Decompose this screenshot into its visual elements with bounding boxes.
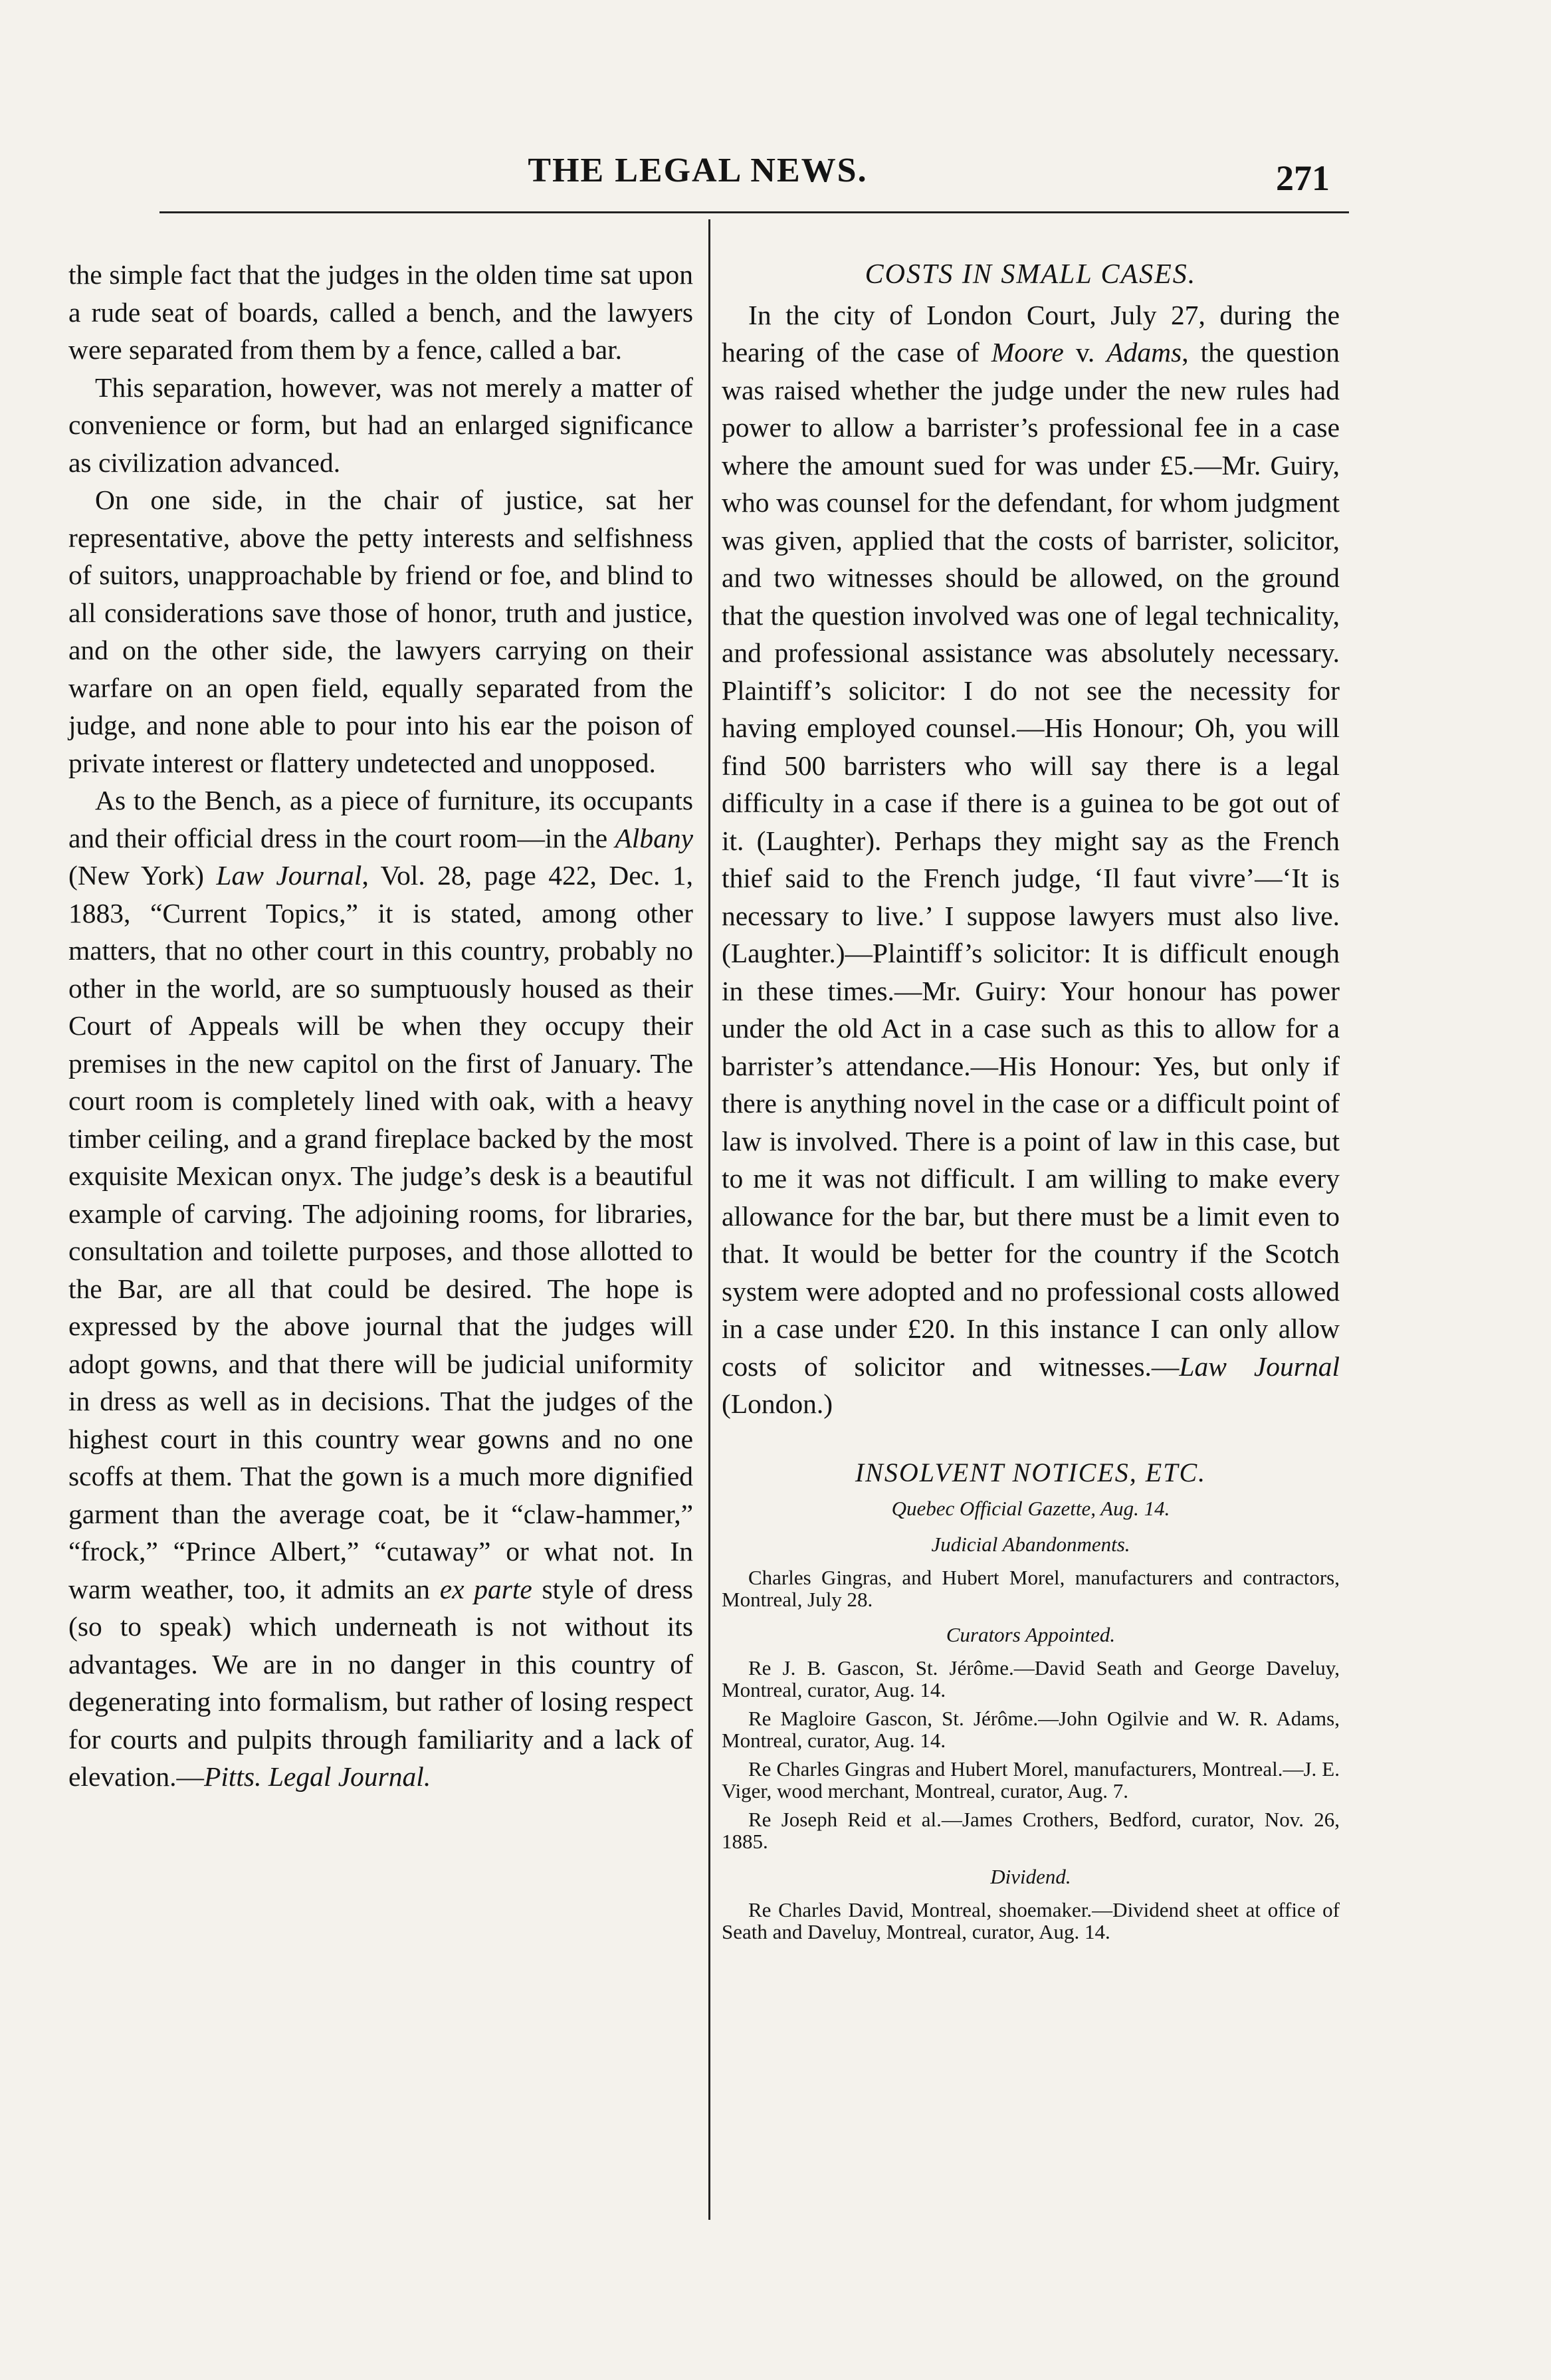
dividend-heading: Dividend.	[990, 1864, 1071, 1888]
italic-albany: Albany	[615, 822, 693, 853]
section-title: COSTS IN SMALL CASES.	[865, 259, 1197, 290]
page-number: 271	[1276, 158, 1330, 198]
paragraph-bench	[68, 782, 693, 1796]
notice-entry: Charles Gingras, and Hubert Morel, manufacturers and contractors, Montreal, July 28.	[722, 1565, 1340, 1611]
source-citation: Law Journal	[1179, 1351, 1340, 1382]
notice-entry: Re Magloire Gascon, St. Jérôme.—John Ogilvie and W. R. Adams, Montreal, curator, Aug. 14.	[722, 1706, 1340, 1752]
curators-heading: Curators Appointed.	[946, 1622, 1116, 1646]
notice-entry: Re Charles Gingras and Hubert Morel, manufacturers, Montreal.—J. E. Viger, wood merchant, Montreal, curator, Aug. 7.	[722, 1757, 1340, 1802]
notices-title: INSOLVENT NOTICES, ETC.	[855, 1457, 1207, 1487]
publication-title: THE LEGAL NEWS.	[528, 152, 868, 189]
gazette-line: Quebec Official Gazette, Aug. 14.	[891, 1496, 1170, 1520]
case-party-1: Moore	[991, 337, 1064, 368]
article-body	[722, 296, 1340, 1423]
text-run: v.	[1063, 337, 1107, 368]
abandonments-heading: Judicial Abandonments.	[931, 1532, 1130, 1556]
insolvent-notices	[722, 1455, 1340, 1943]
text-run: In the city of London Court, July 27, during the hearing of the case of	[722, 299, 1340, 368]
text-run: , Vol. 28, page 422, Dec. 1, 1883, “Current Topics,” it is stated, among other matters, that no other court in this country, probably no other in the world, are so sumptuously housed as their Court of Appeals will be when they occupy their premises in the new capitol on the first of January. The court room is completely lined with oak, with a heavy timber ceiling, and a grand fireplace backed by the most exquisite Mexican onyx. The judge’s desk is a beautiful example of carving. The adjoining rooms, for libraries, consultation and toilette purposes, and those allotted to the Bar, are all that could be desired. The hope is expressed by the above journal that the judges will adopt gowns, and that there will be judicial uniformity in dress as well as in decisions. That the judges of the highest court in this country wear gowns and no one scoffs at them. That the gown is a much more dignified garment than the average coat, be it “claw-hammer,” “frock,” “Prince Albert,” “cutaway” or what not. In warm weather, too, it admits an	[68, 860, 693, 1604]
source-citation: Pitts. Legal Journal.	[203, 1761, 431, 1792]
notice-entry: Re Joseph Reid et al.—James Crothers, Bedford, curator, Nov. 26, 1885.	[722, 1807, 1340, 1853]
text-run: As to the Bench, as a piece of furniture, its occupants and their official dress in the court room—in the	[68, 785, 693, 853]
paragraph-justice: On one side, in the chair of justice, sat her representative, above the petty interests and selfishness of suitors, unapproachable by friend or foe, and blind to all considerations save those of honor, truth and justice, and on the other side, the lawyers carrying on their warfare on an open field, equally separated from the judge, and none able to pour into his ear the poison of private interest or flattery undetected and unopposed.	[68, 485, 693, 778]
notice-entry: Re J. B. Gascon, St. Jérôme.—David Seath and George Daveluy, Montreal, curator, Aug. 14.	[722, 1656, 1340, 1701]
text-run: (London.)	[722, 1388, 833, 1419]
right-column	[722, 256, 1340, 1949]
text-run: , the question was raised whether the judge under the new rules had power to allow a barrister’s professional fee in a case where the amount sued for was under £5.—Mr. Guiry, who was counsel for the defendant, for whom judgment was given, applied that the costs of barrister, solicitor, and two witnesses should be allowed, on the ground that the question involved was one of legal technicality, and professional assistance was absolutely necessary. Plaintiff’s solicitor: I do not see the necessity for having employed counsel.—His Honour; Oh, you will find 500 barristers who will say there is a legal difficulty in a case if there is a guinea to be got out of it. (Laughter). Perhaps they might say as the French thief said to the French judge, ‘Il faut vivre’—‘It is necessary to live.’ I suppose lawyers must also live. (Laughter.)—Plaintiff’s solicitor: It is difficult enough in these times.—Mr. Guiry: Your honour has power under the old Act in a case such as this to allow for a barrister’s attendance.—His Honour: Yes, but only if there is anything novel in the case or a difficult point of law is involved. There is a point of law in this case, but to me it was not difficult. I am willing to make every allowance for the bar, but there must be a limit even to that. It would be better for the country if the Scotch system were adopted and no professional costs allowed in a case under £20. In this instance I can only allow costs of solicitor and witnesses.—	[722, 337, 1340, 1382]
notice-entry: Re Charles David, Montreal, shoemaker.—Dividend sheet at office of Seath and Daveluy, Montreal, curator, Aug. 14.	[722, 1897, 1340, 1943]
running-header	[0, 143, 1551, 196]
paragraph-continued: the simple fact that the judges in the olden time sat upon a rude seat of boards, called a bench, and the lawyers were separated from them by a fence, called a bar.	[68, 259, 693, 365]
left-column	[68, 256, 693, 1796]
column-divider	[708, 219, 710, 2220]
italic-law-journal: Law Journal	[216, 860, 362, 891]
text-run: (New York)	[68, 860, 217, 891]
text-run: style of dress (so to speak) which underneath is not without its advantages. We are in no danger in this country of degenerating into formalism, but rather of losing respect for courts and pulpits through familiarity and a lack of elevation.—	[68, 1573, 693, 1792]
header-rule	[159, 211, 1349, 213]
paragraph-separation: This separation, however, was not merely a matter of convenience or form, but had an enlarged significance as civilization advanced.	[68, 372, 693, 478]
case-party-2: Adams	[1106, 337, 1182, 368]
italic-ex-parte: ex parte	[439, 1573, 532, 1604]
